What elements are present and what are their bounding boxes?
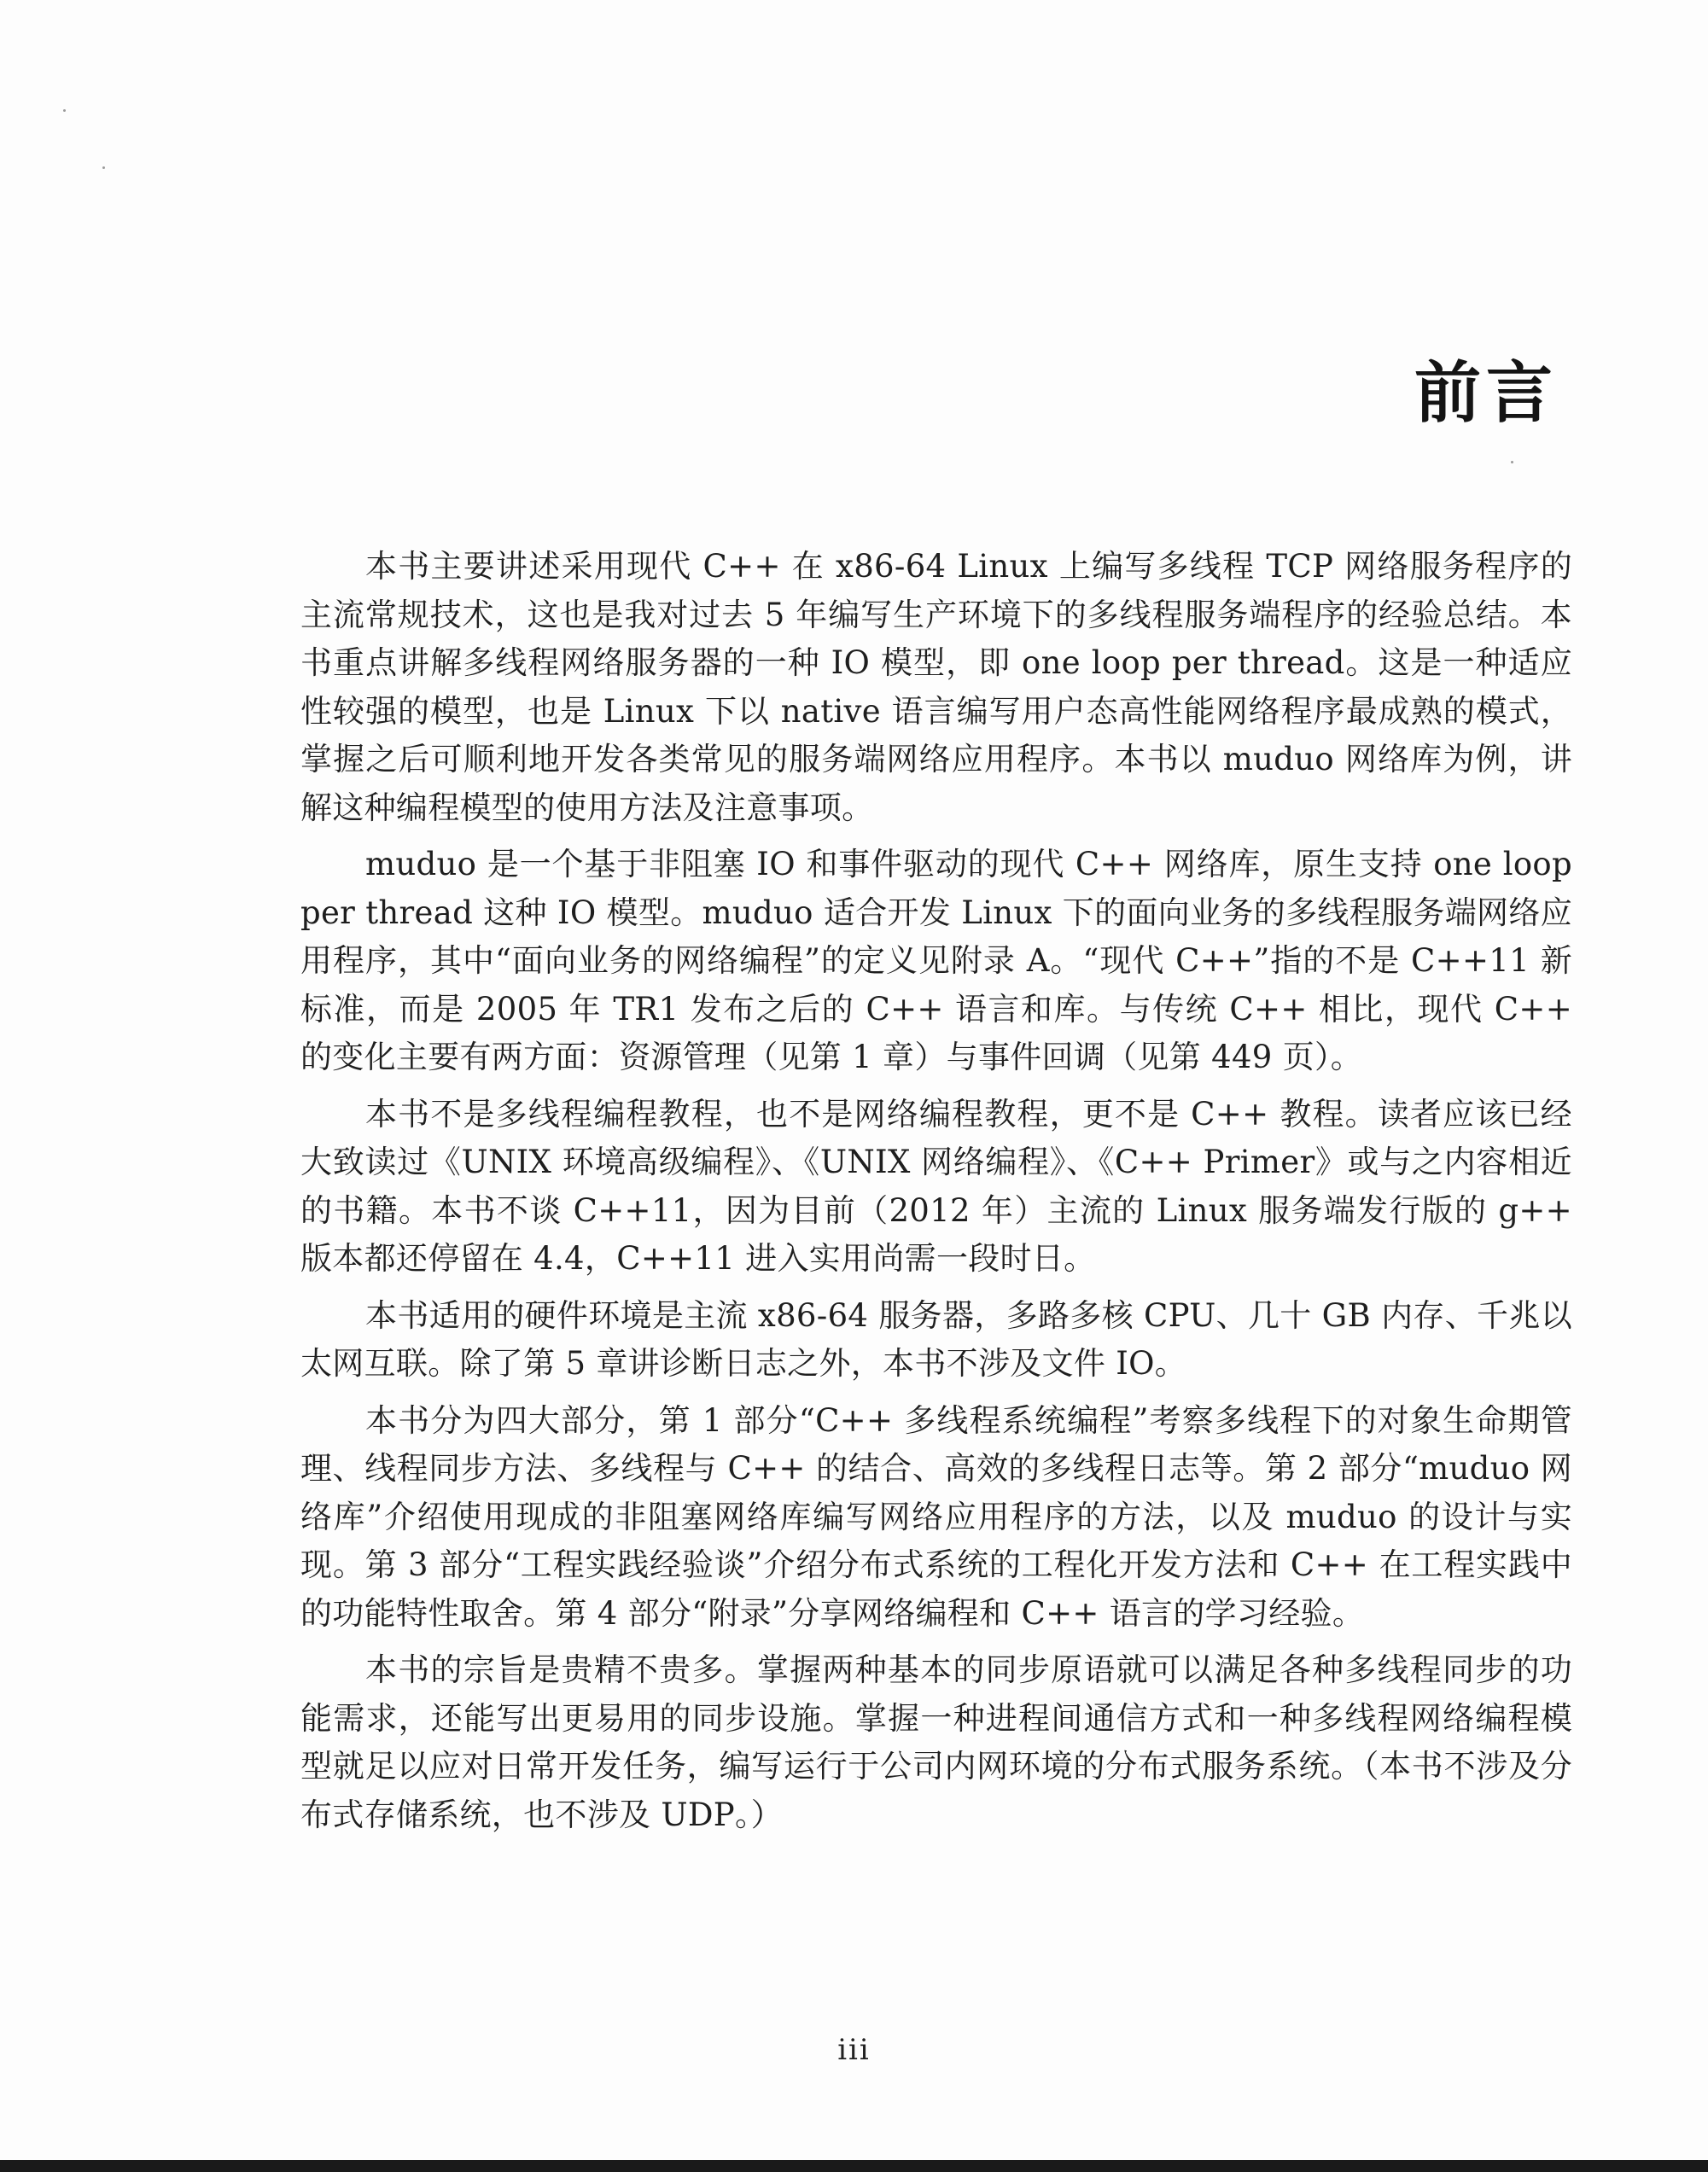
paragraph-3: 本书不是多线程编程教程，也不是网络编程教程，更不是 C++ 教程。读者应该已经大致读过《UNIX 环境高级编程》、《UNIX 网络编程》、《C++ Primer》或与之内容相近的书籍。本书不谈 C++11，因为目前（2012 年）主流的 Linux 服务端发行版的 g++ 版本都还停留在 4.4，C++11 进入实用尚需一段时日。 [300, 1095, 1572, 1277]
paragraph-6: 本书的宗旨是贵精不贵多。掌握两种基本的同步原语就可以满足各种多线程同步的功能需求，还能写出更易用的同步设施。掌握一种进程间通信方式和一种多线程网络编程模型就足以应对日常开发任务，编写运行于公司内网环境的分布式服务系统。（本书不涉及分布式存储系统，也不涉及 UDP。） [300, 1651, 1572, 1833]
scan-edge-bar [0, 2160, 1708, 2172]
page-title: 前言 [1414, 355, 1558, 432]
scan-speck [1511, 461, 1513, 463]
page-number: iii [837, 2033, 871, 2067]
preface-body [300, 543, 1572, 1839]
paragraph-1: 本书主要讲述采用现代 C++ 在 x86-64 Linux 上编写多线程 TCP 网络服务程序的主流常规技术，这也是我对过去 5 年编写生产环境下的多线程服务端程序的经验总结。本书重点讲解多线程网络服务器的一种 IO 模型，即 one loop per thread。这是一种适应性较强的模型，也是 Linux 下以 native 语言编写用户态高性能网络程序最成熟的模式，掌握之后可顺利地开发各类常见的服务端网络应用程序。本书以 muduo 网络库为例，讲解这种编程模型的使用方法及注意事项。 [300, 548, 1572, 826]
scan-speck [102, 166, 105, 169]
scan-speck [63, 109, 66, 112]
paragraph-4: 本书适用的硬件环境是主流 x86-64 服务器，多路多核 CPU、几十 GB 内存、千兆以太网互联。除了第 5 章讲诊断日志之外，本书不涉及文件 IO。 [300, 1296, 1572, 1382]
paragraph-5: 本书分为四大部分，第 1 部分“C++ 多线程系统编程”考察多线程下的对象生命期管理、线程同步方法、多线程与 C++ 的结合、高效的多线程日志等。第 2 部分“muduo 网络库”介绍使用现成的非阻塞网络库编写网络应用程序的方法，以及 muduo 的设计与实现。第 3 部分“工程实践经验谈”介绍分布式系统的工程化开发方法和 C++ 在工程实践中的功能特性取舍。第 4 部分“附录”分享网络编程和 C++ 语言的学习经验。 [300, 1401, 1572, 1632]
paragraph-2: muduo 是一个基于非阻塞 IO 和事件驱动的现代 C++ 网络库，原生支持 one loop per thread 这种 IO 模型。muduo 适合开发 Linux 下的面向业务的多线程服务端网络应用程序，其中“面向业务的网络编程”的定义见附录 A。“现代 C++”指的不是 C++11 新标准，而是 2005 年 TR1 发布之后的 C++ 语言和库。与传统 C++ 相比，现代 C++ 的变化主要有两方面：资源管理（见第 1 章）与事件回调（见第 449 页）。 [300, 846, 1572, 1075]
